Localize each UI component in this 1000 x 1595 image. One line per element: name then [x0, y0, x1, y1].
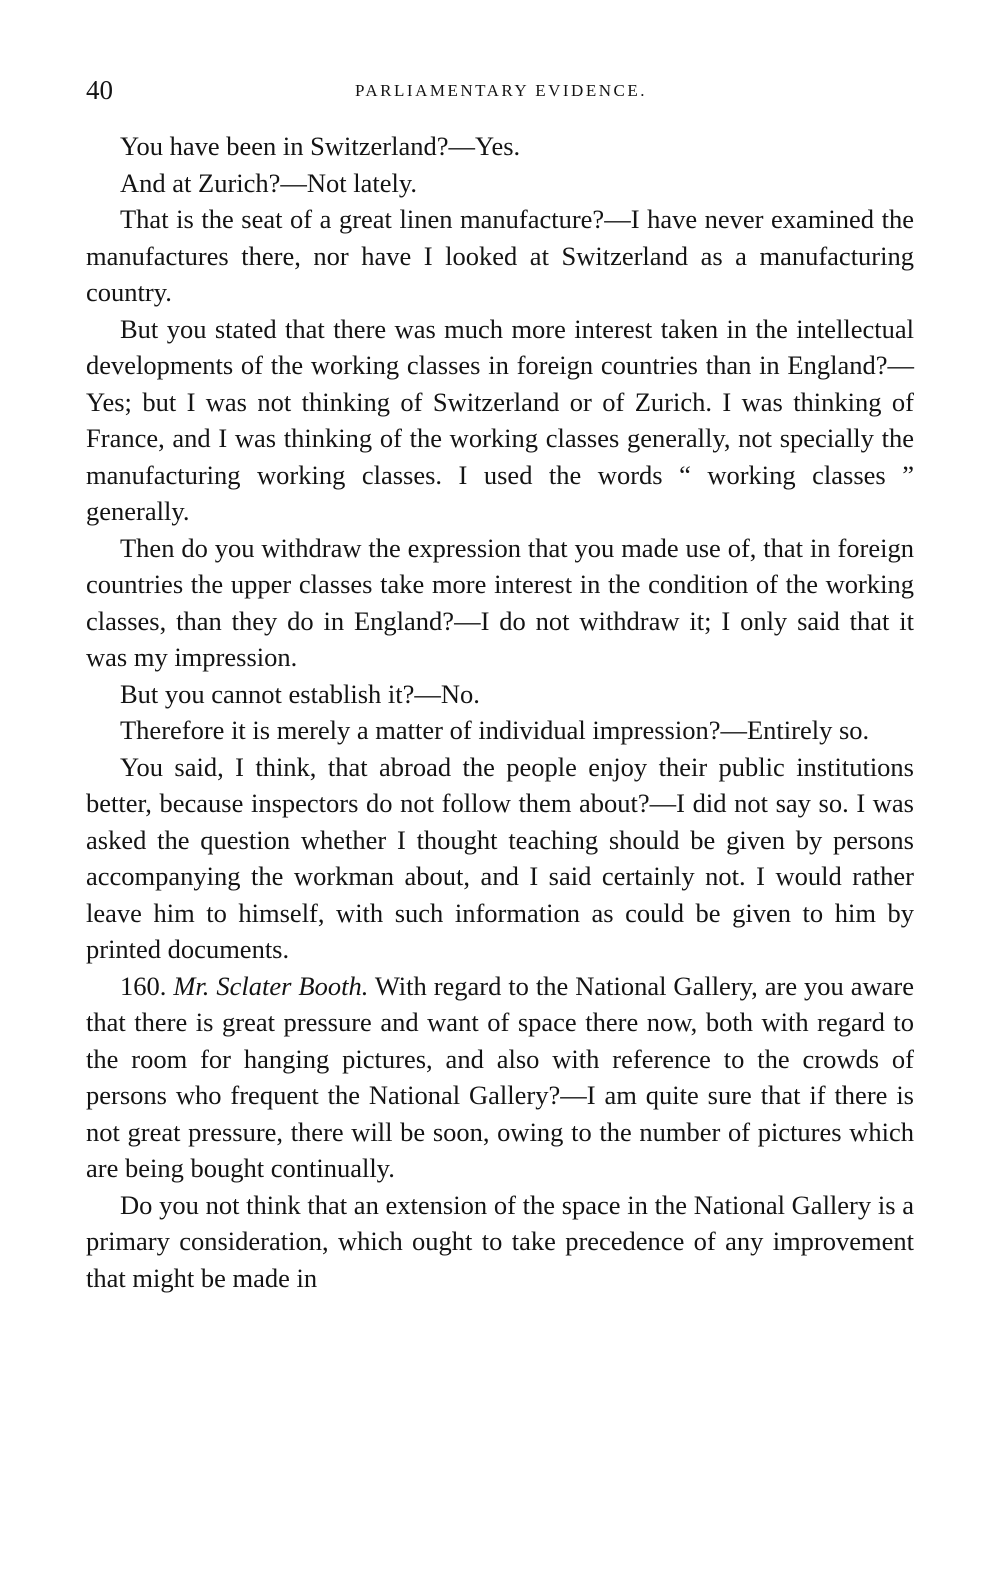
running-title: PARLIAMENTARY EVIDENCE.	[355, 81, 647, 100]
paragraph: Then do you withdraw the expression that you made use of, that in foreign countries the upper classes take more interest in the condition of the working classes, than they do in England?—I do not withdraw it; I only said that it was my impression.	[86, 532, 914, 672]
paragraph: That is the seat of a great linen manufacture?—I have never examined the manufactures there, nor have I looked at Switzerland as a manufacturing country.	[86, 204, 914, 307]
paragraph: And at Zurich?—Not lately.	[120, 167, 418, 198]
paragraph: But you stated that there was much more interest taken in the intellectual developments of the working classes in foreign countries than in England?—Yes; but I was not thinking of Switzerland or of Zurich. I was thinking of France, and I was thinking of the working classes generally, not specially the manufacturing working classes. I used the words “ working classes ” generally.	[86, 313, 914, 526]
paragraph: Therefore it is merely a matter of individual impression?—Entirely so.	[120, 715, 870, 745]
paragraph: Do you not think that an extension of the space in the National Gallery is a primary consideration, which ought to take precedence of any improvement that might be made in	[86, 1189, 914, 1293]
numbered-paragraph	[86, 968, 914, 1187]
body-text	[86, 128, 914, 1296]
paragraph-text: With regard to the National Gallery, are you aware that there is great pressure and want of space there now, both with regard to the room for hanging pictures, and also with reference to the crowds of persons who frequent the National Gallery?—I am quite sure that if there is not great pressure, there will be soon, owing to the number of pictures which are being bought continually.	[86, 970, 915, 1183]
speaker-name: Mr. Sclater Booth.	[173, 970, 369, 1001]
page-header	[86, 72, 916, 112]
question-number: 160.	[120, 970, 167, 1001]
paragraph: You said, I think, that abroad the people enjoy their public institutions better, because inspectors do not follow them about?—I did not say so. I was asked the question whether I thought teaching should be given by persons accompanying the workman about, and I said certainly not. I would rather leave him to himself, with such information as could be given to him by printed documents.	[86, 751, 914, 964]
paragraph: You have been in Switzerland?—Yes.	[120, 131, 521, 161]
paragraph: But you cannot establish it?—No.	[120, 678, 480, 709]
page-number: 40	[86, 75, 113, 105]
